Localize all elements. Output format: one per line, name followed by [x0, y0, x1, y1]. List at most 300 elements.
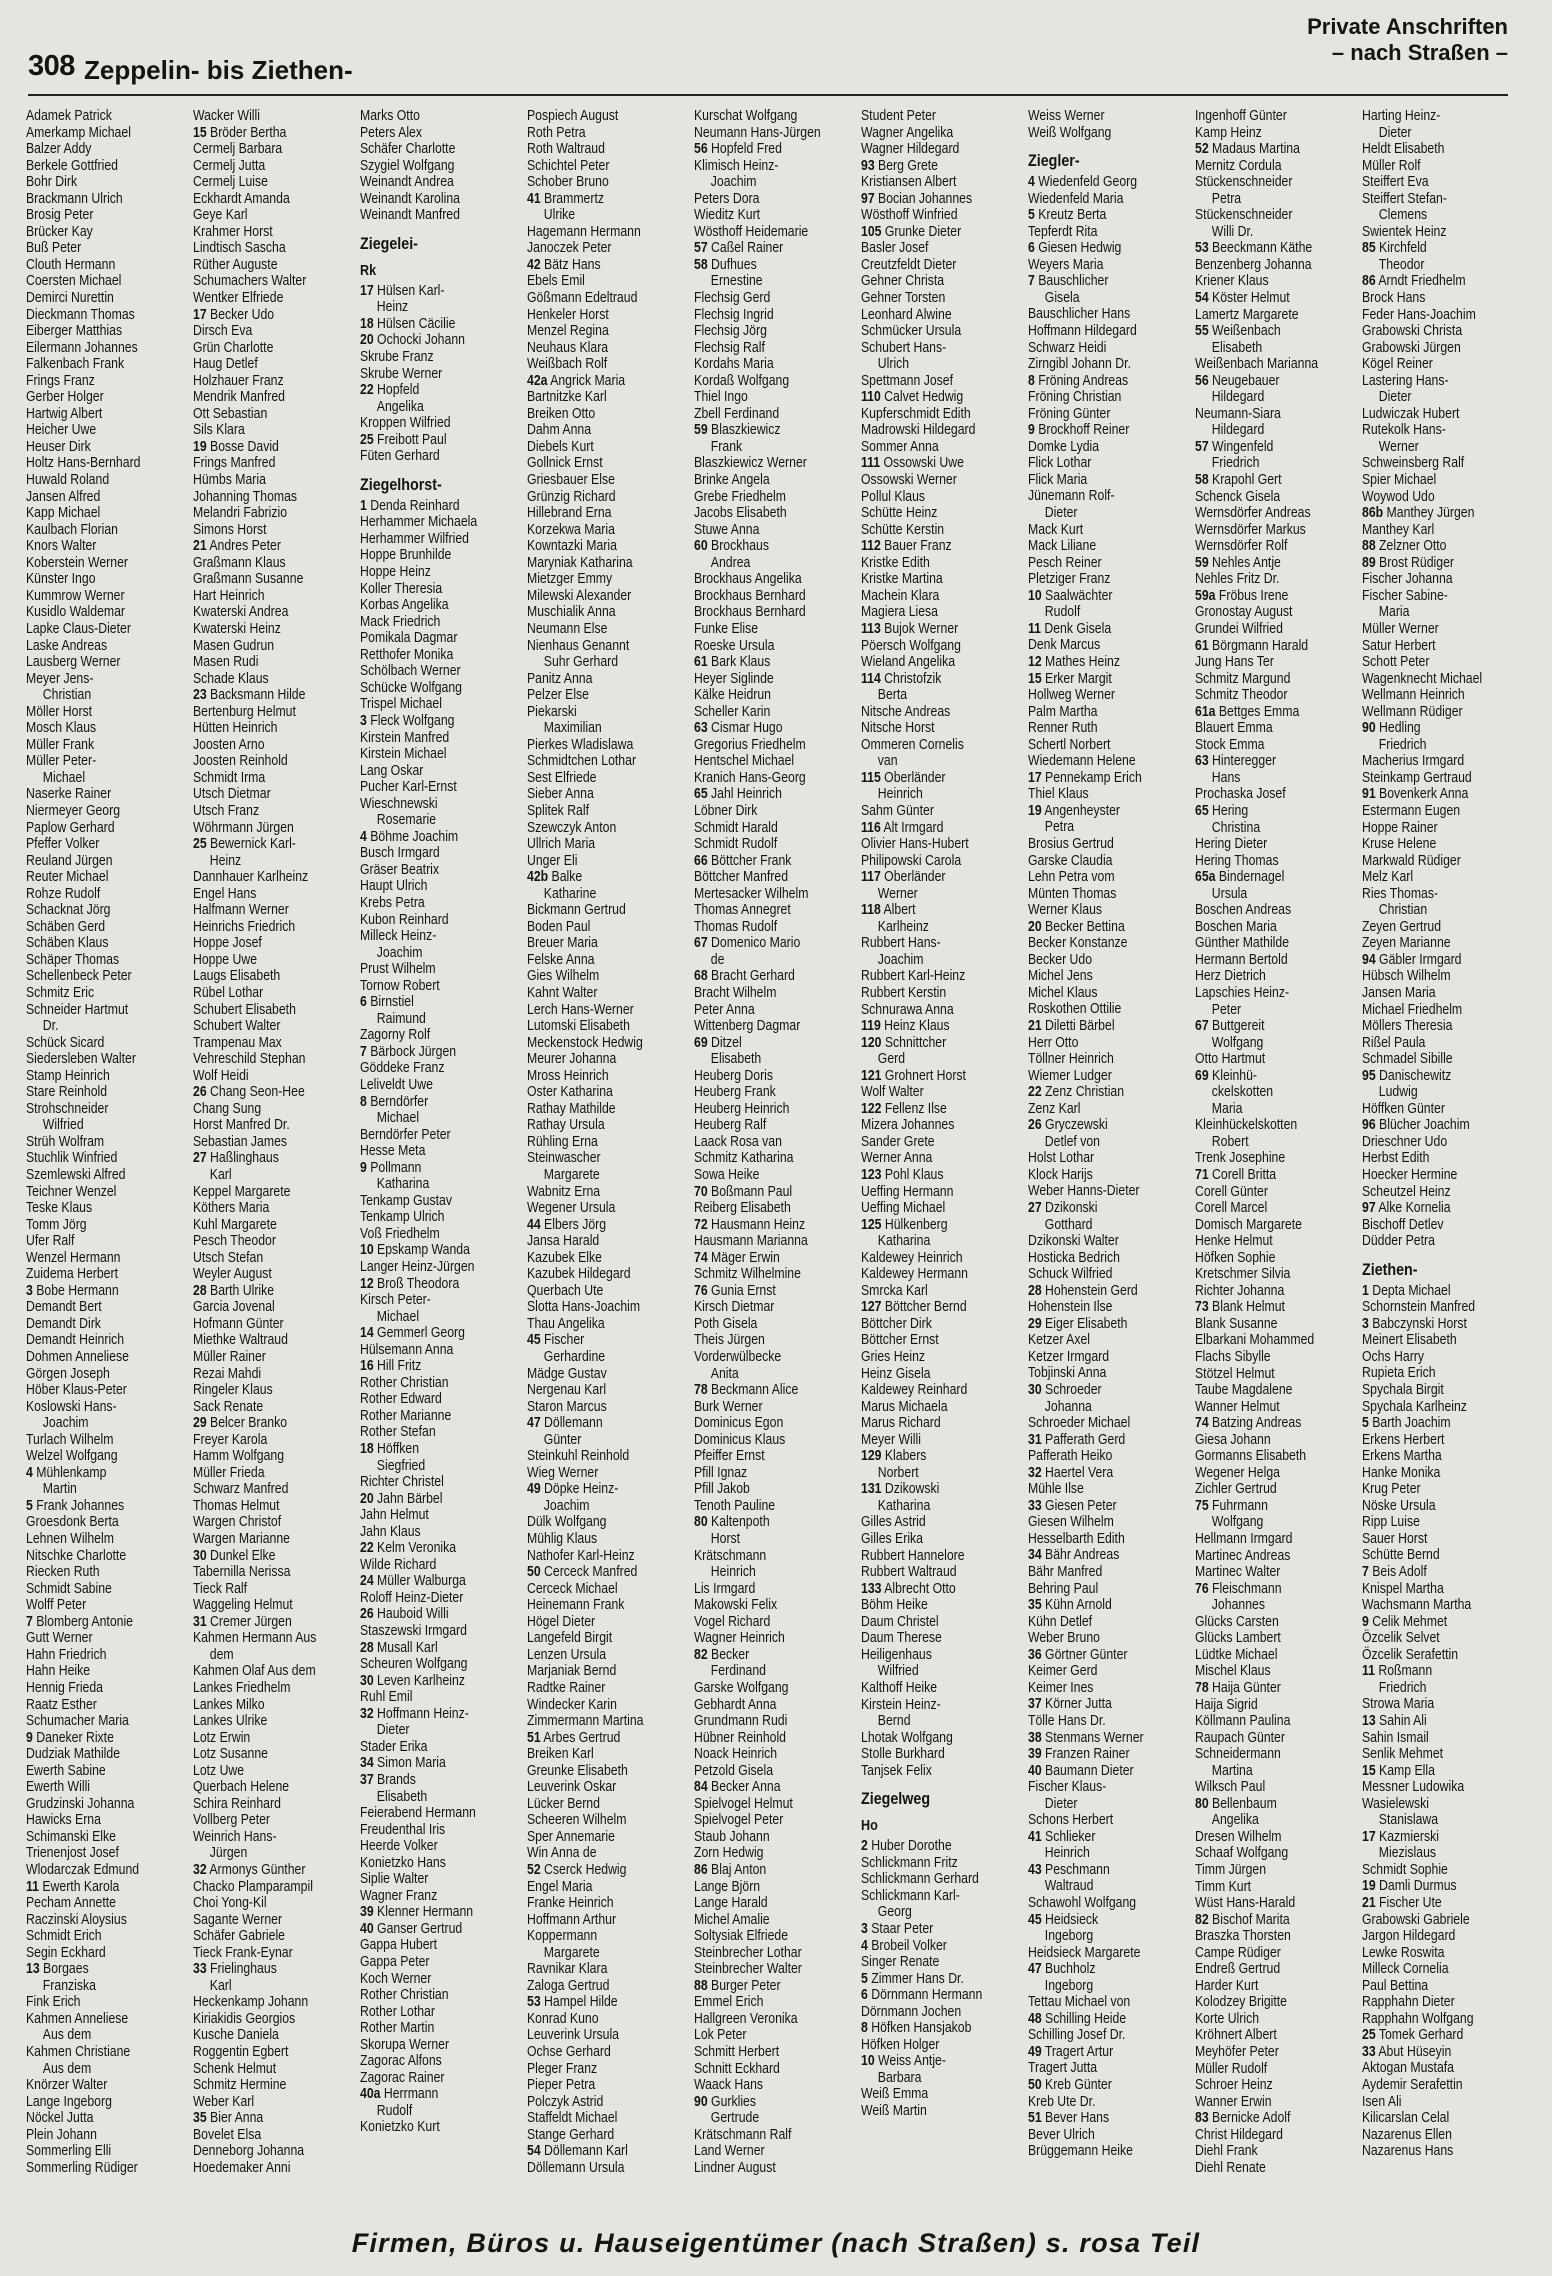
- section-title-line-2: – nach Straßen –: [1331, 40, 1508, 65]
- resident-entry: Steinbrecher Walter: [694, 1961, 802, 1978]
- house-number: 50: [1028, 2076, 1042, 2093]
- resident-entry: Tieck Ralf: [193, 1580, 248, 1597]
- resident-entry: Dohmen Anneliese: [26, 1349, 129, 1366]
- resident-entry: Fröning Günter: [1028, 405, 1111, 422]
- house-number: 38: [1028, 1729, 1042, 1746]
- resident-entry: Marus Richard: [861, 1415, 941, 1432]
- house-number: 18: [360, 315, 374, 332]
- resident-entry: Cerceck Michael: [527, 1580, 618, 1597]
- resident-entry: Schornstein Manfred: [1362, 1299, 1476, 1316]
- resident-entry: Wernsdörfer Rolf: [1195, 538, 1288, 555]
- resident-entry: Gormanns Elisabeth: [1195, 1448, 1307, 1465]
- resident-entry: Schweinsberg Ralf: [1362, 455, 1465, 472]
- resident-entry: Soltysiak Elfriede: [694, 1928, 789, 1945]
- house-number: 111: [861, 455, 881, 472]
- resident-entry: Steiffert Eva: [1362, 174, 1429, 191]
- resident-entry: Wolf Walter: [861, 1084, 924, 1101]
- address-columns: [26, 108, 1526, 2218]
- resident-entry: Aktogan Mustafa: [1362, 2060, 1455, 2077]
- column-8: [1195, 108, 1334, 2218]
- resident-entry: Lausberg Werner: [26, 654, 121, 671]
- resident-entry: Trampenau Max: [193, 1034, 282, 1051]
- resident-entry: 8 Berndörfer: [360, 1093, 429, 1110]
- resident-entry: Jacobs Elisabeth: [694, 505, 787, 522]
- house-number: 51: [1028, 2110, 1042, 2127]
- resident-entry: Wieg Werner: [527, 1464, 599, 1481]
- resident-entry: Blauert Emma: [1195, 720, 1273, 737]
- resident-entry: Swientek Heinz: [1362, 223, 1447, 240]
- house-number: 45: [527, 1332, 541, 1349]
- house-number: 88: [694, 1977, 708, 1994]
- house-number: 48: [1028, 2010, 1042, 2027]
- resident-entry: Nitsche Andreas: [861, 703, 951, 720]
- column-5: [694, 108, 833, 2218]
- resident-entry: Schubert Hans-: [861, 339, 947, 356]
- resident-entry: Eiberger Matthias: [26, 323, 123, 340]
- resident-entry: Schwarz Heidi: [1028, 339, 1107, 356]
- resident-entry: Rupieta Erich: [1362, 1365, 1436, 1382]
- house-number: 74: [1195, 1415, 1209, 1432]
- resident-entry: 35 Bier Anna: [193, 2110, 264, 2127]
- resident-entry: Maryniak Katharina: [527, 554, 633, 571]
- resident-entry-continued: Werner: [1378, 438, 1419, 455]
- resident-entry: Drieschner Udo: [1362, 1133, 1448, 1150]
- house-number: 19: [193, 438, 207, 455]
- resident-entry: Wargen Marianne: [193, 1531, 290, 1548]
- house-number: 18: [360, 1441, 374, 1458]
- resident-entry: Korzekwa Maria: [527, 521, 615, 538]
- house-number: 116: [861, 819, 881, 836]
- resident-entry: Jansen Alfred: [26, 488, 101, 505]
- resident-entry-continued: Christian: [42, 687, 92, 704]
- resident-entry: Simons Horst: [193, 521, 267, 538]
- resident-entry: 36 Görtner Günter: [1028, 1646, 1128, 1663]
- house-number: 55: [1195, 323, 1209, 340]
- resident-entry: Hoppe Heinz: [360, 564, 431, 581]
- resident-entry: Mietzger Emmy: [527, 571, 613, 588]
- resident-entry: Timm Jürgen: [1195, 1861, 1267, 1878]
- house-number: 28: [193, 1282, 207, 1299]
- resident-entry: Hering Dieter: [1195, 836, 1268, 853]
- resident-entry: Lücker Bernd: [527, 1795, 600, 1812]
- resident-entry: Kreb Ute Dr.: [1028, 2093, 1096, 2110]
- resident-entry: Ewerth Sabine: [26, 1762, 106, 1779]
- resident-entry: Schober Bruno: [527, 174, 609, 191]
- resident-entry: Wieschnewski: [360, 795, 438, 812]
- house-number: 88: [1362, 538, 1376, 555]
- resident-entry: Pafferath Heiko: [1028, 1448, 1113, 1465]
- house-number: 17: [360, 282, 374, 299]
- resident-entry: Choi Yong-Kil: [193, 1895, 267, 1912]
- resident-entry: 30 Dunkel Elke: [193, 1547, 276, 1564]
- resident-entry: 10 Epskamp Wanda: [360, 1242, 470, 1259]
- resident-entry: Kahmen Christiane: [26, 2043, 131, 2060]
- resident-entry: Wachsmann Martha: [1362, 1597, 1472, 1614]
- resident-entry: Schmitz Katharina: [694, 1150, 794, 1167]
- resident-entry: 45 Heidsieck: [1028, 1911, 1099, 1928]
- resident-entry: Busch Irmgard: [360, 845, 440, 862]
- resident-entry: 6 Dörnmann Hermann: [861, 1987, 983, 2004]
- resident-entry: Kirstein Michael: [360, 746, 447, 763]
- resident-entry: Wentker Elfriede: [193, 290, 284, 307]
- resident-entry: Retthofer Monika: [360, 646, 454, 663]
- resident-entry: Laske Andreas: [26, 637, 108, 654]
- resident-entry: Böttcher Ernst: [861, 1332, 939, 1349]
- resident-entry: Jünemann Rolf-: [1028, 488, 1115, 505]
- resident-entry: Johanning Thomas: [193, 488, 298, 505]
- house-number: 13: [26, 1961, 40, 1978]
- resident-entry: Lindtisch Sascha: [193, 240, 286, 257]
- resident-entry: Rapphahn Dieter: [1362, 1994, 1455, 2011]
- resident-entry: Amerkamp Michael: [26, 124, 131, 141]
- resident-entry: Holst Lothar: [1028, 1150, 1095, 1167]
- resident-entry: Roskothen Ottilie: [1028, 1001, 1122, 1018]
- resident-entry: Neumann-Siara: [1195, 405, 1281, 422]
- resident-entry-continued: Elisabeth: [376, 1788, 428, 1805]
- resident-entry: Bähr Manfred: [1028, 1564, 1103, 1581]
- resident-entry: 95 Danischewitz: [1362, 1067, 1452, 1084]
- house-number: 29: [1028, 1315, 1042, 1332]
- resident-entry: Schneidermann: [1195, 1746, 1281, 1763]
- house-number: 86: [694, 1861, 708, 1878]
- resident-entry-continued: Elisabeth: [1211, 339, 1263, 356]
- resident-entry: Vogel Richard: [694, 1613, 771, 1630]
- resident-entry: Gehner Christa: [861, 273, 945, 290]
- resident-entry: Lange Harald: [694, 1895, 768, 1912]
- resident-entry: Meyer Jens-: [26, 670, 94, 687]
- house-number: 93: [861, 157, 875, 174]
- resident-entry-continued: Christian: [1378, 902, 1428, 919]
- resident-entry: Dirsch Eva: [193, 323, 253, 340]
- resident-entry: Grünzig Richard: [527, 488, 616, 505]
- resident-entry: Taube Magdalene: [1195, 1382, 1293, 1399]
- resident-entry-continued: van: [877, 753, 898, 770]
- resident-entry: Kaldewey Heinrich: [861, 1249, 963, 1266]
- resident-entry-continued: Rudolf: [376, 2102, 413, 2119]
- resident-entry-continued: Ernestine: [710, 273, 763, 290]
- resident-entry: Hoppe Uwe: [193, 951, 258, 968]
- house-number: 31: [193, 1613, 207, 1630]
- house-number: 105: [861, 223, 882, 240]
- house-number: 20: [1028, 918, 1042, 935]
- resident-entry: Mosch Klaus: [26, 720, 97, 737]
- resident-entry: Schütte Bernd: [1362, 1547, 1440, 1564]
- resident-entry: 37 Körner Jutta: [1028, 1696, 1112, 1713]
- resident-entry: Tenkamp Ulrich: [360, 1209, 445, 1226]
- resident-entry: Kamp Heinz: [1195, 124, 1262, 141]
- house-number: 37: [1028, 1696, 1042, 1713]
- resident-entry: 21 Andres Peter: [193, 538, 281, 555]
- resident-entry: 28 Musall Karl: [360, 1639, 438, 1656]
- resident-entry: 41 Schlieker: [1028, 1828, 1096, 1845]
- resident-entry: 47 Döllemann: [527, 1415, 603, 1432]
- resident-entry: Strüh Wolfram: [26, 1133, 105, 1150]
- house-number: 44: [527, 1216, 541, 1233]
- resident-entry: Feierabend Hermann: [360, 1805, 476, 1822]
- resident-entry: Plein Johann: [26, 2126, 97, 2143]
- house-number: 35: [1028, 1597, 1042, 1614]
- resident-entry: Daum Therese: [861, 1630, 942, 1647]
- resident-entry: Bischoff Detlev: [1362, 1216, 1444, 1233]
- house-number: 49: [1028, 2043, 1042, 2060]
- resident-entry: 11 Denk Gisela: [1028, 620, 1112, 637]
- resident-entry-continued: Dr.: [42, 1018, 59, 1035]
- resident-entry: Hoppe Brunhilde: [360, 547, 452, 564]
- resident-entry: 49 Döpke Heinz-: [527, 1481, 619, 1498]
- resident-entry: Hosticka Bedrich: [1028, 1249, 1120, 1266]
- resident-entry: Garske Claudia: [1028, 852, 1113, 869]
- house-number: 72: [694, 1216, 708, 1233]
- house-number: 121: [861, 1067, 882, 1084]
- resident-entry: Müller Frieda: [193, 1464, 265, 1481]
- resident-entry: Meckenstock Hedwig: [527, 1034, 643, 1051]
- resident-entry: Stock Emma: [1195, 736, 1265, 753]
- resident-entry: Schmidt Erich: [26, 1928, 102, 1945]
- resident-entry: Lange Björn: [694, 1878, 761, 1895]
- resident-entry: Kristke Martina: [861, 571, 943, 588]
- house-number: 42b: [527, 869, 549, 886]
- resident-entry: Ketzer Axel: [1028, 1332, 1091, 1349]
- resident-entry: Brockhaus Bernhard: [694, 587, 806, 604]
- resident-entry: Coersten Michael: [26, 273, 122, 290]
- street-heading: Ziegelhorst-: [360, 474, 442, 494]
- resident-entry: 6 Birnstiel: [360, 994, 414, 1011]
- resident-entry: 58 Krapohl Gert: [1195, 472, 1282, 489]
- resident-entry: Lotz Susanne: [193, 1746, 268, 1763]
- resident-entry: Schmidt Rudolf: [694, 836, 778, 853]
- resident-entry: 35 Kühn Arnold: [1028, 1597, 1112, 1614]
- resident-entry: Schütte Kerstin: [861, 521, 945, 538]
- resident-entry: Kleinhückelskotten: [1195, 1117, 1298, 1134]
- resident-entry-continued: Joachim: [710, 174, 757, 191]
- resident-entry-continued: Karl: [209, 1977, 232, 1994]
- resident-entry: Garcia Jovenal: [193, 1299, 275, 1316]
- resident-entry: Harder Kurt: [1195, 1977, 1259, 1994]
- house-number: 45: [1028, 1911, 1042, 1928]
- house-number: 34: [360, 1755, 374, 1772]
- resident-entry: 86 Blaj Anton: [694, 1861, 767, 1878]
- resident-entry: Roggentin Egbert: [193, 2043, 289, 2060]
- resident-entry-continued: Heinz: [209, 852, 242, 869]
- page-header: [0, 0, 1552, 100]
- house-number: 118: [861, 902, 881, 919]
- resident-entry: Schmadel Sibille: [1362, 1051, 1453, 1068]
- resident-entry: Dahm Anna: [527, 422, 592, 439]
- resident-entry: Nehles Fritz Dr.: [1195, 571, 1280, 588]
- house-number: 123: [861, 1167, 882, 1183]
- resident-entry: 28 Hohenstein Gerd: [1028, 1282, 1138, 1299]
- resident-entry: 41 Brammertz: [527, 190, 604, 207]
- house-number: 11: [26, 1878, 39, 1895]
- resident-entry-continued: Peter: [1211, 1001, 1242, 1018]
- resident-entry-continued: Dieter: [1044, 1795, 1078, 1812]
- resident-entry: Stückenschneider: [1195, 174, 1293, 191]
- resident-entry: Domke Lydia: [1028, 438, 1100, 455]
- house-number: 7: [360, 1043, 367, 1060]
- resident-entry: Kusidlo Waldemar: [26, 604, 126, 621]
- resident-entry: Milleck Cornelia: [1362, 1961, 1449, 1978]
- resident-entry: Flick Lothar: [1028, 455, 1092, 472]
- resident-entry: 74 Batzing Andreas: [1195, 1415, 1302, 1432]
- house-number: 32: [360, 1705, 374, 1722]
- resident-entry: Kögel Reiner: [1362, 356, 1433, 373]
- resident-entry: 5 Zimmer Hans Dr.: [861, 1970, 964, 1987]
- resident-entry-continued: Christina: [1211, 819, 1261, 836]
- district-code: Ho: [861, 1817, 878, 1835]
- resident-entry-continued: Joachim: [42, 1415, 89, 1432]
- resident-entry: 68 Bracht Gerhard: [694, 968, 795, 985]
- resident-entry: Scheller Karin: [694, 703, 771, 720]
- resident-entry: Senlik Mehmet: [1362, 1746, 1444, 1763]
- house-number: 6: [861, 1987, 868, 2004]
- house-number: 71: [1195, 1167, 1209, 1183]
- resident-entry: Schäfer Gabriele: [193, 1928, 285, 1945]
- resident-entry: Mischel Klaus: [1195, 1663, 1271, 1680]
- house-number: 63: [694, 720, 708, 737]
- resident-entry: Weyler August: [193, 1266, 272, 1283]
- resident-entry: Griesbauer Else: [527, 472, 615, 489]
- resident-entry: Mendrik Manfred: [193, 389, 285, 406]
- resident-entry: Hohenstein Ilse: [1028, 1299, 1113, 1316]
- resident-entry: Günther Mathilde: [1195, 935, 1290, 952]
- resident-entry: Singer Renate: [861, 1954, 940, 1971]
- resident-entry: Estermann Eugen: [1362, 802, 1461, 819]
- house-number: 129: [861, 1448, 882, 1465]
- resident-entry: Ketzer Irmgard: [1028, 1348, 1110, 1365]
- resident-entry: Heicher Uwe: [26, 422, 97, 439]
- resident-entry: Nergenau Karl: [527, 1382, 607, 1399]
- resident-entry: 13 Sahin Ali: [1362, 1712, 1427, 1729]
- resident-entry: Graßmann Susanne: [193, 571, 304, 588]
- resident-entry: Teichner Wenzel: [26, 1183, 117, 1200]
- resident-entry: Rubbert Kerstin: [861, 984, 947, 1001]
- resident-entry: Schimanski Elke: [26, 1828, 116, 1845]
- resident-entry: Sper Annemarie: [527, 1828, 615, 1845]
- resident-entry: Müller Rolf: [1362, 157, 1421, 174]
- street-heading: Ziegler-: [1028, 151, 1080, 171]
- resident-entry: 3 Fleck Wolfgang: [360, 712, 455, 729]
- resident-entry: Mack Liliane: [1028, 538, 1097, 555]
- resident-entry: Töllner Heinrich: [1028, 1051, 1114, 1068]
- resident-entry: Michel Amalie: [694, 1911, 770, 1928]
- resident-entry: Bertenburg Helmut: [193, 703, 296, 720]
- resident-entry: 39 Franzen Rainer: [1028, 1746, 1130, 1763]
- resident-entry: Demandt Dirk: [26, 1315, 101, 1332]
- resident-entry: Dülk Wolfgang: [527, 1514, 607, 1531]
- resident-entry: Sieber Anna: [527, 786, 594, 803]
- resident-entry: 53 Beeckmann Käthe: [1195, 240, 1313, 257]
- resident-entry: Rohze Rudolf: [26, 885, 101, 902]
- resident-entry: 97 Alke Kornelia: [1362, 1200, 1451, 1217]
- resident-entry: Bever Ulrich: [1028, 2126, 1095, 2143]
- resident-entry: Hesse Meta: [360, 1143, 426, 1160]
- house-number: 4: [861, 1937, 868, 1954]
- resident-entry: 22 Hopfeld: [360, 382, 420, 399]
- resident-entry: Splitek Ralf: [527, 802, 590, 819]
- resident-entry: Endreß Gertrud: [1195, 1961, 1281, 1978]
- resident-entry: Kirstein Heinz-: [861, 1696, 941, 1713]
- resident-entry: Diehl Renate: [1195, 2159, 1266, 2176]
- resident-entry: Knors Walter: [26, 538, 97, 555]
- resident-entry: 19 Damli Durmus: [1362, 1878, 1457, 1895]
- resident-entry-continued: Anita: [710, 1365, 739, 1382]
- resident-entry: Wasielewski: [1362, 1795, 1429, 1812]
- resident-entry: Lotz Erwin: [193, 1729, 251, 1746]
- resident-entry: Schumachers Walter: [193, 273, 307, 290]
- house-number: 61: [1195, 637, 1209, 654]
- resident-entry: Makowski Felix: [694, 1597, 778, 1614]
- house-number: 80: [1195, 1795, 1209, 1812]
- resident-entry: Henke Helmut: [1195, 1233, 1273, 1250]
- resident-entry: Smrcka Karl: [861, 1282, 928, 1299]
- resident-entry: Schölbach Werner: [360, 663, 461, 680]
- resident-entry: Leonhard Alwine: [861, 306, 952, 323]
- resident-entry: Windecker Karin: [527, 1696, 617, 1713]
- house-number: 10: [1028, 587, 1042, 604]
- resident-entry: Heiligenhaus: [861, 1646, 932, 1663]
- resident-entry: Eilermann Johannes: [26, 339, 138, 356]
- resident-entry: Rathay Ursula: [527, 1117, 605, 1134]
- section-title: [1307, 14, 1508, 66]
- resident-entry-continued: Dieter: [1044, 505, 1078, 522]
- resident-entry: Schwarz Manfred: [193, 1481, 289, 1498]
- resident-entry: Gößmann Edeltraud: [527, 290, 638, 307]
- resident-entry: Stuwe Anna: [694, 521, 760, 538]
- resident-entry: Breiken Karl: [527, 1746, 594, 1763]
- resident-entry: Kretschmer Silvia: [1195, 1266, 1291, 1283]
- house-number: 8: [360, 1093, 367, 1110]
- resident-entry: Schroeder Michael: [1028, 1415, 1131, 1432]
- resident-entry: Theis Jürgen: [694, 1332, 765, 1349]
- resident-entry: Weyers Maria: [1028, 256, 1104, 273]
- resident-entry: Nazarenus Ellen: [1362, 2126, 1452, 2143]
- resident-entry: Brosig Peter: [26, 207, 94, 224]
- resident-entry: 60 Brockhaus: [694, 538, 769, 555]
- house-number: 40a: [360, 2086, 381, 2103]
- resident-entry: Nazarenus Hans: [1362, 2143, 1454, 2160]
- resident-entry: Kupferschmidt Edith: [861, 405, 971, 422]
- resident-entry: Demandt Bert: [26, 1299, 102, 1316]
- resident-entry: Kaldewey Hermann: [861, 1266, 968, 1283]
- resident-entry: Rubbert Karl-Heinz: [861, 968, 966, 985]
- resident-entry: Schmidt Sabine: [26, 1580, 112, 1597]
- resident-entry: 75 Fuhrmann: [1195, 1497, 1268, 1514]
- resident-entry: Schichtel Peter: [527, 157, 610, 174]
- resident-entry: Madrowski Hildegard: [861, 422, 976, 439]
- resident-entry: 116 Alt Irmgard: [861, 819, 944, 836]
- resident-entry: 57 Caßel Rainer: [694, 240, 784, 257]
- resident-entry: Lotz Uwe: [193, 1762, 245, 1779]
- resident-entry-continued: Aus dem: [42, 2027, 92, 2044]
- resident-entry: 5 Barth Joachim: [1362, 1415, 1451, 1432]
- resident-entry-continued: Johannes: [1211, 1597, 1265, 1614]
- resident-entry: 3 Bobe Hermann: [26, 1282, 119, 1299]
- resident-entry: Lankes Friedhelm: [193, 1679, 291, 1696]
- resident-entry: Rubbert Waltraud: [861, 1564, 957, 1581]
- resident-entry: 32 Armonys Günther: [193, 1861, 306, 1878]
- resident-entry-continued: Friedrich: [1378, 736, 1427, 753]
- resident-entry: Grün Charlotte: [193, 339, 274, 356]
- house-number: 122: [861, 1100, 882, 1117]
- resident-entry: Fink Erich: [26, 1994, 81, 2011]
- resident-entry: Wieland Angelika: [861, 654, 956, 671]
- resident-entry: 50 Cerceck Manfred: [527, 1564, 638, 1581]
- resident-entry-continued: Michael: [42, 769, 86, 786]
- resident-entry: Lastering Hans-: [1362, 372, 1449, 389]
- resident-entry: Zeyen Gertrud: [1362, 918, 1442, 935]
- resident-entry: Heuberg Ralf: [694, 1117, 767, 1134]
- resident-entry: 27 Dzikonski: [1028, 1200, 1098, 1216]
